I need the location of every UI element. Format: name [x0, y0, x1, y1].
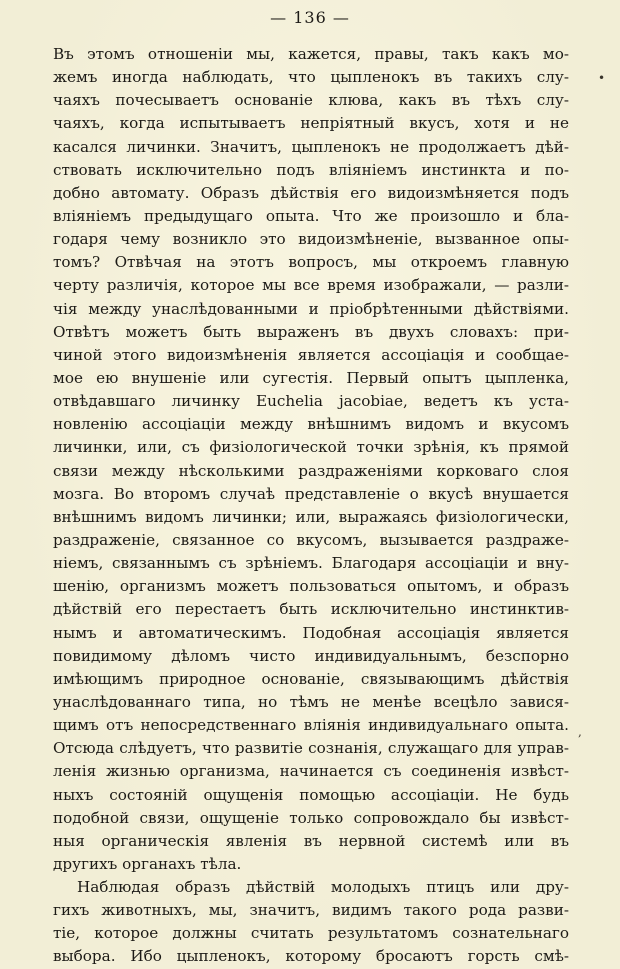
text-line: добно автомату. Образъ дѣйствія его видоизмѣняется подъ	[53, 183, 569, 202]
text-line: связи между нѣсколькими раздраженіями корковаго слоя	[53, 461, 569, 480]
text-line: гихъ животныхъ, мы, значитъ, видимъ такого рода разви-	[53, 901, 569, 920]
text-line: черту различія, которое мы все время изображали, — разли-	[53, 276, 569, 295]
text-line: внѣшнимъ видомъ личинки; или, выражаясь физіологически,	[53, 507, 569, 526]
text-line: личинки, или, съ физіологической точки зрѣнія, къ прямой	[53, 438, 569, 457]
text-line: раздраженіе, связанное со вкусомъ, вызывается раздраже-	[53, 530, 569, 549]
text-line: выбора. Ибо цыпленокъ, которому бросаютъ горсть смѣ-	[53, 947, 569, 966]
body-text	[53, 43, 569, 969]
text-line: ныхъ состояній ощущенія помощью ассоціаціи. Не будь	[53, 785, 569, 804]
text-line: другихъ органахъ тѣла.	[53, 854, 242, 873]
text-line: щимъ отъ непосредственнаго вліянія индивидуальнаго опыта.	[53, 716, 569, 735]
text-line: касался личинки. Значитъ, цыпленокъ не продолжаетъ дѣй-	[53, 137, 569, 156]
text-line: чиной этого видоизмѣненія является ассоціація и сообщае-	[53, 345, 569, 364]
text-line: тіе, которое должны считать результатомъ сознательнаго	[53, 924, 569, 943]
text-line: подобной связи, ощущеніе только сопровождало бы извѣст-	[53, 808, 569, 827]
text-line: годаря чему возникло это видоизмѣненіе, вызванное опы-	[53, 230, 569, 249]
text-line: чаяхъ почесываетъ основаніе клюва, какъ въ тѣхъ слу-	[53, 91, 569, 110]
text-line: чія между унаслѣдованными и пріобрѣтенными дѣйствіями.	[53, 299, 569, 318]
text-line: Отвѣтъ можетъ быть выраженъ въ двухъ словахъ: при-	[53, 322, 569, 341]
text-line: ствовать исключительно подъ вліяніемъ инстинкта и по-	[53, 160, 569, 179]
text-line: нымъ и автоматическимъ. Подобная ассоціація является	[53, 623, 569, 642]
page-number: — 136 —	[270, 8, 350, 27]
text-line: Отсюда слѣдуетъ, что развитіе сознанія, служащаго для управ-	[53, 739, 569, 758]
text-line: жемъ иногда наблюдать, что цыпленокъ въ такихъ слу-	[53, 68, 569, 87]
text-line: вліяніемъ предыдущаго опыта. Что же произошло и бла-	[53, 206, 569, 225]
text-line: дѣйствій его перестаетъ быть исключительно инстинктив-	[53, 600, 569, 619]
text-line: ніемъ, связаннымъ съ зрѣніемъ. Благодаря ассоціаціи и вну-	[53, 554, 569, 573]
text-line: повидимому дѣломъ чисто индивидуальнымъ, безспорно	[53, 646, 569, 665]
text-line: новленію ассоціаціи между внѣшнимъ видомъ и вкусомъ	[53, 415, 569, 434]
text-line: мозга. Во второмъ случаѣ представленіе о вкусѣ внушается	[53, 484, 569, 503]
margin-comma-mark: ,	[578, 725, 582, 739]
text-line: шенію, организмъ можетъ пользоваться опытомъ, и образъ	[53, 577, 569, 596]
text-line: мое ею внушеніе или сугестія. Первый опытъ цыпленка,	[53, 368, 569, 387]
text-line: отвѣдавшаго личинку Euchelia jacobiae, ведетъ къ уста-	[53, 392, 569, 411]
text-line: имѣющимъ природное основаніе, связывающимъ дѣйствія	[53, 669, 569, 688]
text-line: чаяхъ, когда испытываетъ непріятный вкусъ, хотя и не	[53, 114, 569, 133]
text-line: Наблюдая образъ дѣйствій молодыхъ птицъ или дру-	[77, 878, 569, 897]
text-line: Въ этомъ отношеніи мы, кажется, правы, такъ какъ мо-	[53, 45, 569, 63]
margin-dot-mark: •	[598, 71, 606, 85]
text-line: ленія жизнью организма, начинается съ соединенія извѣст-	[53, 762, 569, 781]
text-line: унаслѣдованнаго типа, но тѣмъ не менѣе всецѣло завися-	[53, 692, 569, 711]
text-line: ныя органическія явленія въ нервной системѣ или въ	[53, 831, 569, 850]
text-line: томъ? Отвѣчая на этотъ вопросъ, мы откроемъ главную	[53, 253, 569, 272]
